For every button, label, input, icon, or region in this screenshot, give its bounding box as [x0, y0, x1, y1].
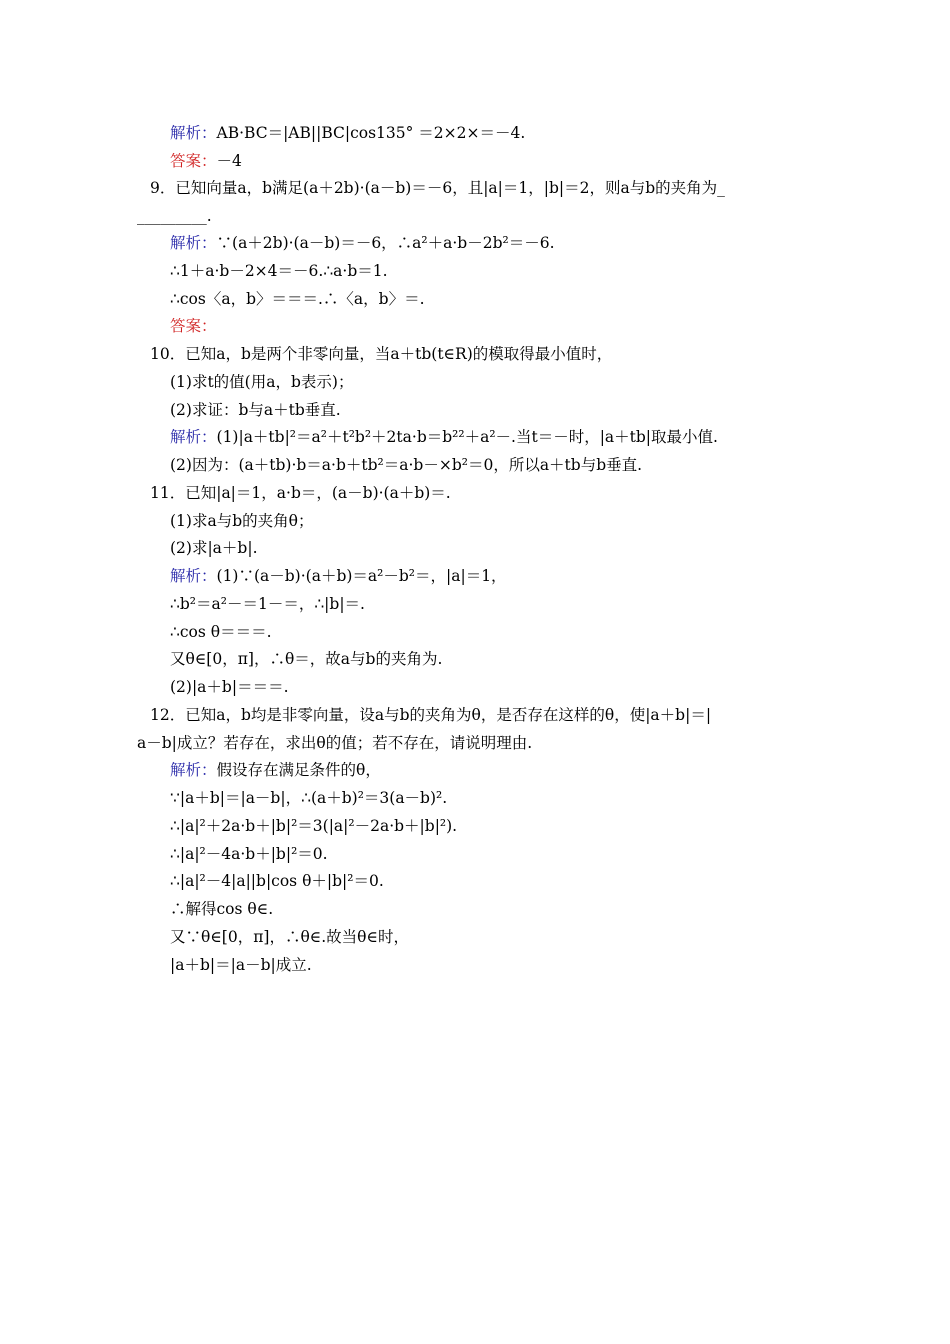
- solution-label: 解析：: [170, 234, 217, 252]
- text-line: ∵|a＋b|＝|a－b|，∴(a＋b)²＝3(a－b)².: [170, 789, 448, 807]
- text-line: [170, 316, 217, 336]
- question-10: 10．已知a，b是两个非零向量，当a＋tb(t∈R)的模取得最小值时，: [150, 345, 613, 363]
- text-line: ∴解得cos θ∈.: [170, 900, 274, 918]
- solution-label: 解析：: [170, 124, 217, 142]
- text-line: (1)求a与b的夹角θ；: [170, 512, 314, 530]
- text-line: (2)|a＋b|＝＝＝.: [170, 678, 289, 696]
- text-line: ∴b²＝a²－＝1－＝，∴|b|＝.: [170, 595, 365, 613]
- text-line: (2)因为：(a＋tb)·b＝a·b＋tb²＝a·b－×b²＝0，所以a＋tb与b垂直.: [170, 456, 643, 474]
- question-12: 12．已知a，b均是非零向量，设a与b的夹角为θ，是否存在这样的θ，使|a＋b|＝|: [150, 706, 712, 724]
- text-line: a－b|成立？若存在，求出θ的值；若不存在，请说明理由.: [137, 734, 533, 752]
- solution-label: 解析：: [170, 428, 217, 446]
- text-line: 解析：(1)|a＋tb|²＝a²＋t²b²＋2ta·b＝b²²＋a²－.当t＝－时，|a＋tb|取最小值.: [170, 428, 718, 446]
- question-9: 9．已知向量a，b满足(a＋2b)·(a－b)＝－6，且|a|＝1，|b|＝2，则a与b的夹角为_: [150, 179, 725, 197]
- text-line: (2)求|a＋b|.: [170, 539, 258, 557]
- text-line: 解析：(1)∵(a－b)·(a＋b)＝a²－b²＝，|a|＝1，: [170, 567, 507, 585]
- solution-label: 解析：: [170, 567, 217, 585]
- solution-label: 解析：: [170, 761, 217, 779]
- text-line: 解析：假设存在满足条件的θ，: [170, 761, 381, 779]
- answer-label: 答案：: [170, 152, 217, 170]
- text-line: 又θ∈[0，π]，∴θ＝，故a与b的夹角为.: [170, 650, 443, 668]
- text-line: 答案：－4: [170, 152, 242, 170]
- text-line: (1)求t的值(用a，b表示)；: [170, 373, 354, 391]
- text-line: 解析：AB·BC＝|AB||BC|cos135° ＝2×2×＝－4.: [170, 124, 526, 142]
- text-line: (2)求证：b与a＋tb垂直.: [170, 401, 341, 419]
- answer-blank: _________.: [137, 207, 212, 225]
- text-line: ∴|a|²－4|a||b|cos θ＋|b|²＝0.: [170, 872, 384, 890]
- text-line: ∴|a|²－4a·b＋|b|²＝0.: [170, 845, 328, 863]
- text-line: ∴|a|²＋2a·b＋|b|²＝3(|a|²－2a·b＋|b|²).: [170, 817, 458, 835]
- text-line: 解析：∵(a＋2b)·(a－b)＝－6，∴a²＋a·b－2b²＝－6.: [170, 234, 555, 252]
- text-line: ∴cos θ＝＝＝.: [170, 623, 272, 641]
- text-line: ∴cos〈a，b〉＝＝＝.∴〈a，b〉＝.: [170, 290, 425, 308]
- text-line: ∴1＋a·b－2×4＝－6.∴a·b＝1.: [170, 262, 388, 280]
- answer-label: 答案：: [170, 317, 217, 335]
- question-11: 11．已知|a|＝1，a·b＝，(a－b)·(a＋b)＝.: [150, 484, 451, 502]
- text-line: 又∵θ∈[0，π]，∴θ∈.故当θ∈时，: [170, 928, 409, 946]
- text-line: |a＋b|＝|a－b|成立.: [170, 956, 312, 974]
